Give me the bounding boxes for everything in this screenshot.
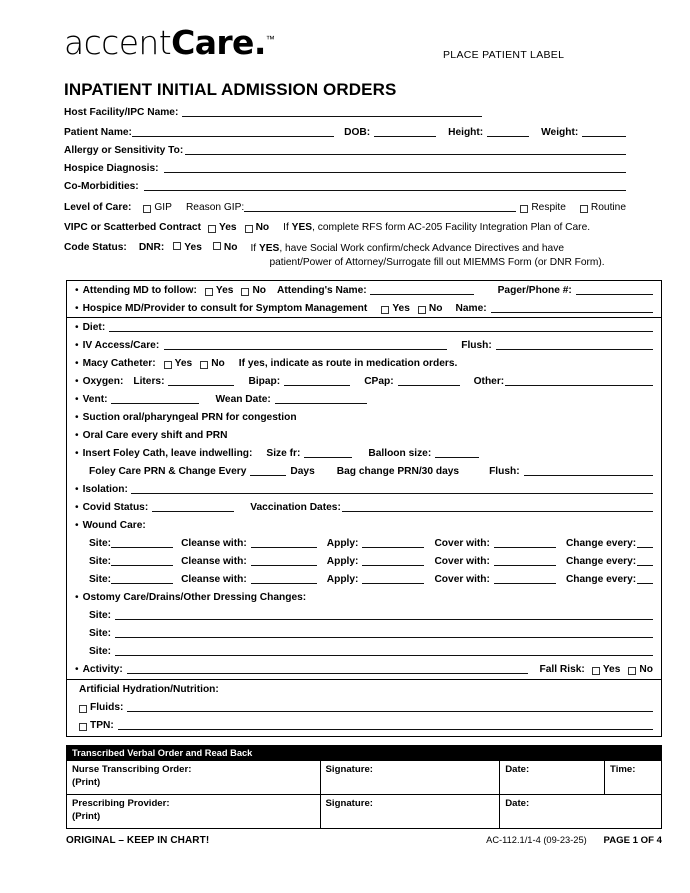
hospice-consult-name-label: Name: (455, 302, 487, 314)
iv-access-line (67, 336, 661, 354)
hospice-consult-no-checkbox[interactable] (418, 306, 426, 314)
wound-change-input[interactable] (637, 574, 653, 584)
height-input[interactable] (487, 127, 529, 137)
dnr-no-label: No (223, 242, 238, 253)
bullet-icon: • (75, 447, 79, 459)
orders-section-md (67, 281, 661, 318)
suction-line (67, 408, 661, 426)
host-facility-input[interactable] (182, 107, 482, 117)
orders-section-hydration (67, 680, 661, 736)
routine-label: Routine (590, 202, 626, 213)
code-status-row (64, 233, 626, 270)
ostomy-row (67, 624, 661, 642)
nurse-role-cell[interactable] (67, 760, 321, 794)
fall-risk-no-checkbox[interactable] (628, 667, 636, 675)
vipc-note-yes: YES (291, 222, 313, 233)
covid-status-label: Covid Status: (82, 501, 149, 513)
wound-cleanse-input[interactable] (251, 556, 317, 566)
comorbidities-label: Co-Morbidities: (64, 181, 139, 192)
hospice-consult-yes-label: Yes (392, 302, 410, 314)
logo-text-bold: Care. (171, 23, 266, 62)
size-fr-label: Size fr: (266, 447, 301, 459)
isolation-input[interactable] (131, 484, 653, 494)
foley-care-line (67, 462, 661, 480)
wound-cleanse-input[interactable] (251, 538, 317, 548)
vipc-no-checkbox[interactable] (245, 225, 253, 233)
diet-label: Diet: (82, 321, 106, 333)
transcribed-verbal-order-table (66, 745, 662, 829)
gip-checkbox[interactable] (143, 205, 151, 213)
provider-role-label: Prescribing Provider: (72, 797, 170, 809)
table-header-label: Transcribed Verbal Order and Read Back (67, 745, 662, 760)
vipc-label: VIPC or Scatterbed Contract (64, 222, 201, 233)
dnr-label: DNR: (138, 242, 165, 253)
diet-line (67, 318, 661, 336)
dnr-note-yes: YES (258, 243, 280, 254)
place-patient-label: PLACE PATIENT LABEL (443, 49, 565, 61)
vaccination-dates-input[interactable] (342, 502, 653, 512)
provider-date-cell[interactable] (500, 794, 662, 828)
hospice-diagnosis-label: Hospice Diagnosis: (64, 163, 159, 174)
allergy-row (64, 138, 626, 156)
wound-apply-label: Apply: (326, 573, 359, 585)
wound-apply-label: Apply: (326, 537, 359, 549)
wound-cleanse-label: Cleanse with: (181, 537, 247, 549)
vent-label: Vent: (82, 393, 108, 405)
tpn-label: TPN: (90, 719, 114, 731)
bag-change-label: Bag change PRN/30 days (336, 465, 460, 477)
patient-name-input[interactable] (132, 127, 334, 137)
dnr-no-checkbox[interactable] (213, 242, 221, 250)
level-of-care-label: Level of Care: (64, 202, 132, 213)
oxygen-other-label: Other: (473, 375, 505, 387)
activity-label: Activity: (82, 663, 123, 675)
wound-row (67, 552, 661, 570)
wound-cover-input[interactable] (494, 556, 556, 566)
isolation-label: Isolation: (82, 483, 128, 495)
ostomy-line (67, 588, 661, 606)
logo-text-light: accent (64, 23, 172, 62)
oral-care-line (67, 426, 661, 444)
attending-no-checkbox[interactable] (241, 288, 249, 296)
isolation-line (67, 480, 661, 498)
vipc-note-prefix: If (283, 222, 292, 233)
macy-catheter-label: Macy Catheter: (82, 357, 156, 369)
vipc-no-label: No (255, 222, 270, 233)
wound-apply-label: Apply: (326, 555, 359, 567)
provider-signature-label: Signature: (325, 797, 373, 809)
liters-input[interactable] (168, 376, 234, 386)
fluids-input[interactable] (127, 702, 653, 712)
bullet-icon: • (75, 321, 79, 333)
activity-line (67, 660, 661, 679)
height-label: Height: (448, 127, 484, 138)
oxygen-line (67, 372, 661, 390)
provider-signature-cell[interactable] (320, 794, 500, 828)
foley-flush-input[interactable] (524, 466, 653, 476)
page-footer (66, 835, 662, 846)
vipc-note (283, 222, 590, 233)
table-row (67, 760, 662, 794)
weight-input[interactable] (582, 127, 626, 137)
nurse-print-label: (Print) (72, 776, 101, 788)
foley-insert-label: Insert Foley Cath, leave indwelling: (82, 447, 253, 459)
footer-right (486, 835, 662, 846)
attending-yes-label: Yes (215, 284, 234, 296)
balloon-size-label: Balloon size: (368, 447, 432, 459)
fall-risk-yes-checkbox[interactable] (592, 667, 600, 675)
wound-cleanse-label: Cleanse with: (181, 555, 247, 567)
cpap-label: CPap: (364, 375, 394, 387)
cpap-input[interactable] (398, 376, 460, 386)
ostomy-label: Ostomy Care/Drains/Other Dressing Changes: (82, 591, 307, 603)
tpn-input[interactable] (118, 720, 653, 730)
vent-line (67, 390, 661, 408)
wound-cover-input[interactable] (494, 574, 556, 584)
reason-gip-label: Reason GIP: (185, 202, 245, 213)
nurse-date-label: Date: (505, 763, 530, 775)
vipc-yes-label: Yes (219, 222, 237, 233)
activity-input[interactable] (127, 664, 528, 674)
page-header (0, 0, 690, 72)
hospice-consult-no-label: No (428, 302, 443, 314)
wound-row (67, 534, 661, 552)
suction-label: Suction oral/pharyngeal PRN for congestion (82, 411, 297, 423)
covid-status-input[interactable] (152, 502, 234, 512)
nurse-signature-label: Signature: (325, 763, 373, 775)
bullet-icon: • (75, 339, 79, 351)
orders-box (66, 280, 662, 737)
dnr-note-line2: patient/Power of Attorney/Surrogate fill out MIEMMS Form (or DNR Form). (269, 256, 605, 268)
wound-care-line (67, 516, 661, 534)
attending-md-label: Attending MD to follow: (82, 284, 197, 296)
trademark-symbol: ™ (265, 34, 275, 44)
foley-insert-line (67, 444, 661, 462)
dob-input[interactable] (374, 127, 436, 137)
respite-label: Respite (531, 202, 566, 213)
wound-apply-input[interactable] (362, 538, 424, 548)
wound-row (67, 570, 661, 588)
bipap-input[interactable] (284, 376, 350, 386)
balloon-size-input[interactable] (435, 448, 479, 458)
dnr-yes-label: Yes (184, 242, 202, 253)
hospice-diagnosis-row (64, 156, 626, 174)
dnr-note-rest: , have Social Work confirm/check Advance Directives and have (279, 243, 564, 254)
iv-access-input[interactable] (164, 340, 447, 350)
wound-site-input[interactable] (111, 538, 173, 548)
pager-input[interactable] (576, 285, 653, 295)
host-facility-label: Host Facility/IPC Name: (64, 107, 179, 118)
bipap-label: Bipap: (248, 375, 281, 387)
table-header-row (67, 745, 662, 760)
foley-care-label: Foley Care PRN & Change Every (89, 465, 247, 477)
wound-change-label: Change every: (565, 555, 637, 567)
code-status-label: Code Status: (64, 242, 127, 253)
ostomy-site-input[interactable] (115, 646, 653, 656)
fluids-line (67, 698, 661, 716)
iv-access-label: IV Access/Care: (82, 339, 160, 351)
orders-section-care (67, 318, 661, 680)
hospice-consult-line (67, 299, 661, 317)
wean-date-input[interactable] (275, 394, 367, 404)
nurse-time-label: Time: (610, 763, 636, 775)
bullet-icon: • (75, 663, 79, 675)
vent-input[interactable] (111, 394, 199, 404)
hospice-consult-label: Hospice MD/Provider to consult for Symptom Management (82, 302, 368, 314)
foley-flush-label: Flush: (489, 465, 520, 477)
attendings-name-input[interactable] (370, 285, 474, 295)
wound-site-label: Site: (89, 573, 112, 585)
liters-label: Liters: (133, 375, 165, 387)
table-row (67, 794, 662, 828)
wound-apply-input[interactable] (362, 574, 424, 584)
patient-name-row (64, 118, 626, 138)
attending-yes-checkbox[interactable] (205, 288, 213, 296)
bullet-icon: • (75, 591, 79, 603)
fall-risk-yes-label: Yes (602, 663, 621, 675)
nurse-role-label: Nurse Transcribing Order: (72, 763, 192, 775)
vipc-row (64, 213, 626, 233)
macy-yes-checkbox[interactable] (164, 361, 172, 369)
oral-care-label: Oral Care every shift and PRN (82, 429, 228, 441)
oxygen-other-input[interactable] (505, 376, 653, 386)
days-label: Days (290, 465, 315, 477)
wound-apply-input[interactable] (362, 556, 424, 566)
level-of-care-row (64, 192, 626, 213)
bullet-icon: • (75, 302, 79, 314)
tpn-checkbox[interactable] (79, 723, 87, 731)
wound-change-input[interactable] (637, 556, 653, 566)
dnr-note-prefix: If (250, 243, 259, 254)
comorbidities-input[interactable] (144, 181, 626, 191)
provider-date-label: Date: (505, 797, 530, 809)
bullet-icon: • (75, 393, 79, 405)
wound-site-input[interactable] (111, 574, 173, 584)
wound-change-input[interactable] (637, 538, 653, 548)
dnr-yes-checkbox[interactable] (173, 242, 181, 250)
patient-name-label: Patient Name: (64, 127, 132, 138)
macy-no-checkbox[interactable] (200, 361, 208, 369)
vipc-note-rest: , complete RFS form AC-205 Facility Integration Plan of Care. (312, 222, 591, 233)
dob-label: DOB: (344, 127, 371, 138)
wound-care-label: Wound Care: (82, 519, 146, 531)
original-keep-in-chart-label: ORIGINAL – KEEP IN CHART! (66, 834, 210, 846)
wound-cover-label: Cover with: (434, 537, 490, 549)
covid-status-line (67, 498, 661, 516)
tpn-line (67, 716, 661, 736)
bullet-icon: • (75, 519, 79, 531)
nurse-date-cell[interactable] (500, 760, 605, 794)
wound-site-label: Site: (89, 555, 112, 567)
attendings-name-label: Attending's Name: (277, 284, 367, 296)
accentcare-logo (64, 23, 275, 62)
ostomy-site-label: Site: (89, 627, 112, 639)
host-facility-row (64, 100, 626, 118)
bullet-icon: • (75, 357, 79, 369)
attending-md-line (67, 281, 661, 299)
vaccination-dates-label: Vaccination Dates: (250, 501, 341, 513)
ostomy-site-input[interactable] (115, 610, 653, 620)
fluids-label: Fluids: (90, 701, 124, 713)
ostomy-row (67, 606, 661, 624)
hospice-consult-name-input[interactable] (491, 303, 653, 313)
bullet-icon: • (75, 483, 79, 495)
wean-date-label: Wean Date: (215, 393, 271, 405)
bullet-icon: • (75, 429, 79, 441)
dnr-note (250, 242, 604, 270)
reason-gip-input[interactable] (244, 202, 516, 212)
wound-cover-input[interactable] (494, 538, 556, 548)
wound-change-label: Change every: (565, 537, 637, 549)
hospice-consult-yes-checkbox[interactable] (381, 306, 389, 314)
bullet-icon: • (75, 411, 79, 423)
weight-label: Weight: (541, 127, 579, 138)
macy-catheter-line (67, 354, 661, 372)
attending-no-label: No (252, 284, 267, 296)
respite-checkbox[interactable] (520, 205, 528, 213)
ostomy-site-label: Site: (89, 645, 112, 657)
wound-site-input[interactable] (111, 556, 173, 566)
macy-note: If yes, indicate as route in medication orders. (238, 357, 458, 369)
fall-risk-label: Fall Risk: (539, 663, 585, 675)
macy-yes-label: Yes (174, 357, 193, 369)
wound-change-label: Change every: (565, 573, 637, 585)
page-title: INPATIENT INITIAL ADMISSION ORDERS (64, 80, 397, 99)
wound-cover-label: Cover with: (434, 555, 490, 567)
oxygen-label: Oxygen: (82, 375, 124, 387)
ostomy-site-label: Site: (89, 609, 112, 621)
allergy-label: Allergy or Sensitivity To: (64, 145, 184, 156)
wound-cleanse-label: Cleanse with: (181, 573, 247, 585)
form-code-label: AC-112.1/1-4 (09-23-25) (486, 834, 587, 845)
ostomy-site-input[interactable] (115, 628, 653, 638)
foley-change-days-input[interactable] (250, 466, 286, 476)
hydration-label: Artificial Hydration/Nutrition: (79, 683, 219, 695)
provider-role-cell[interactable] (67, 794, 321, 828)
diet-input[interactable] (109, 322, 653, 332)
ostomy-row (67, 642, 661, 660)
comorbidities-row (64, 174, 626, 192)
hydration-header-line (67, 680, 661, 698)
bullet-icon: • (75, 501, 79, 513)
allergy-input[interactable] (185, 145, 626, 155)
routine-checkbox[interactable] (580, 205, 588, 213)
fluids-checkbox[interactable] (79, 705, 87, 713)
wound-site-label: Site: (89, 537, 112, 549)
vipc-yes-checkbox[interactable] (208, 225, 216, 233)
patient-info-section (64, 100, 626, 270)
nurse-time-cell[interactable] (605, 760, 662, 794)
bullet-icon: • (75, 375, 79, 387)
fall-risk-no-label: No (639, 663, 653, 675)
iv-flush-input[interactable] (496, 340, 653, 350)
iv-flush-label: Flush: (461, 339, 492, 351)
wound-cover-label: Cover with: (434, 573, 490, 585)
pager-label: Pager/Phone #: (497, 284, 572, 296)
nurse-signature-cell[interactable] (320, 760, 500, 794)
macy-no-label: No (211, 357, 225, 369)
size-fr-input[interactable] (304, 448, 352, 458)
wound-cleanse-input[interactable] (251, 574, 317, 584)
gip-label: GIP (154, 202, 172, 213)
bullet-icon: • (75, 284, 79, 296)
page-number-label: PAGE 1 OF 4 (603, 834, 662, 846)
hospice-diagnosis-input[interactable] (164, 163, 626, 173)
provider-print-label: (Print) (72, 810, 101, 822)
